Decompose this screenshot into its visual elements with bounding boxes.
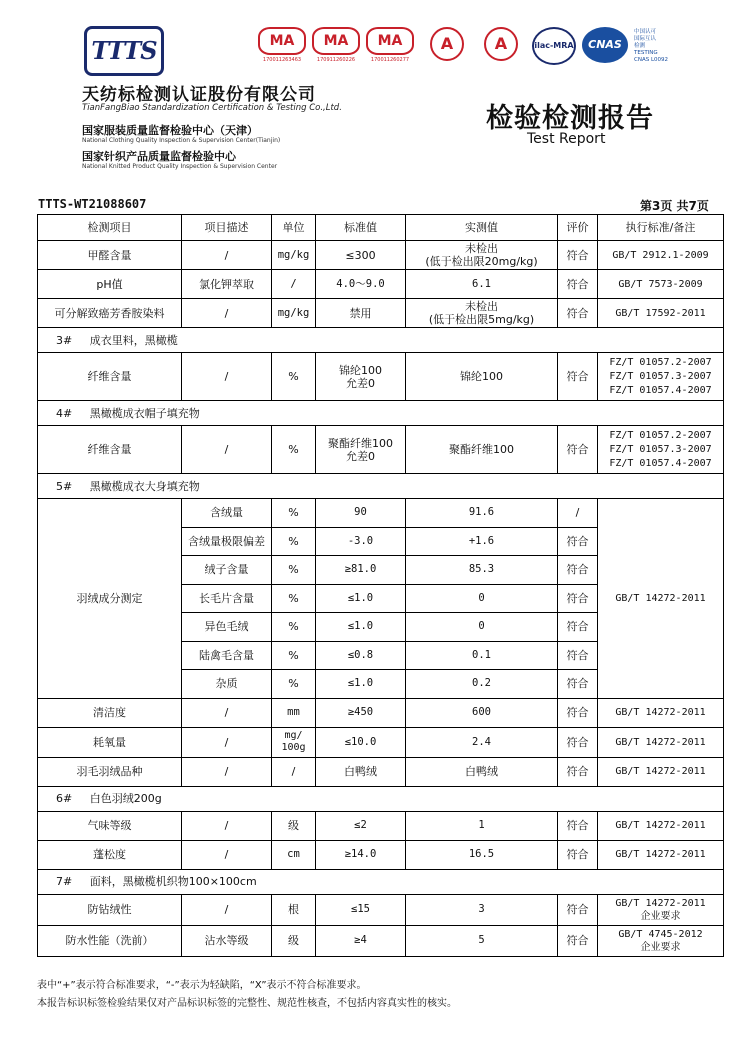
cma-seal-3-number: 170011260277: [370, 57, 410, 63]
item-cell: 纤维含量: [38, 426, 182, 474]
unit-cell: %: [272, 353, 316, 401]
ref-cell: GB/T 7573-2009: [598, 270, 724, 299]
unit-cell: mm: [272, 698, 316, 727]
eval-cell: 符合: [558, 299, 598, 328]
ttts-logo: TTTS: [84, 26, 164, 76]
ref-cell: GB/T 14272-2011 企业要求: [598, 894, 724, 925]
unit-cell: %: [272, 613, 316, 642]
unit-cell: %: [272, 426, 316, 474]
cal-seal-1: [422, 27, 470, 73]
cnas-icon: CNAS: [582, 27, 628, 63]
section-title: 5# 黑橄榄成衣大身填充物: [38, 474, 724, 499]
std-cell: -3.0: [316, 527, 406, 556]
result-cell: 5: [406, 925, 558, 956]
result-cell: 0.1: [406, 641, 558, 670]
desc-cell: /: [182, 811, 272, 840]
result-cell: 未检出 (低于检出限20mg/kg): [406, 241, 558, 270]
table-row: [38, 299, 724, 328]
desc-cell: 含绒量: [182, 499, 272, 528]
result-cell: 1: [406, 811, 558, 840]
eval-cell: 符合: [558, 670, 598, 699]
item-cell: 耗氧量: [38, 727, 182, 757]
section-row: [38, 328, 724, 353]
cma-seal-3-mark: MA: [366, 27, 414, 55]
unit-cell: 级: [272, 811, 316, 840]
table-row: [38, 499, 724, 528]
result-cell: 600: [406, 698, 558, 727]
footnote-disclaimer: 本报告标识标签检验结果仅对产品标识标签的完整性、规范性核查，不包括内容真实性的核实。: [37, 998, 457, 1009]
std-cell: ≥14.0: [316, 840, 406, 869]
item-cell: 羽毛羽绒品种: [38, 757, 182, 786]
desc-cell: 沾水等级: [182, 925, 272, 956]
table-row: [38, 727, 724, 757]
result-cell: 未检出 (低于检出限5mg/kg): [406, 299, 558, 328]
result-cell: 0: [406, 584, 558, 613]
ref-cell: FZ/T 01057.2-2007 FZ/T 01057.3-2007 FZ/T 01057.4-2007: [598, 426, 724, 474]
item-cell: 气味等级: [38, 811, 182, 840]
cnas-caption-line: CNAS L0092: [634, 57, 669, 63]
unit-cell: %: [272, 499, 316, 528]
eval-cell: 符合: [558, 426, 598, 474]
std-cell: ≤1.0: [316, 670, 406, 699]
cal-seal-2: [476, 27, 524, 73]
unit-cell: mg/kg: [272, 241, 316, 270]
section-row: [38, 786, 724, 811]
std-cell: ≥450: [316, 698, 406, 727]
unit-cell: %: [272, 527, 316, 556]
ilac-mra-icon: ilac-MRA: [532, 27, 576, 65]
ref-cell: GB/T 17592-2011: [598, 299, 724, 328]
result-cell: 聚酯纤维100: [406, 426, 558, 474]
ref-cell: GB/T 14272-2011: [598, 840, 724, 869]
desc-cell: /: [182, 727, 272, 757]
desc-cell: 杂质: [182, 670, 272, 699]
desc-cell: 长毛片含量: [182, 584, 272, 613]
desc-cell: 异色毛绒: [182, 613, 272, 642]
item-cell: 防钻绒性: [38, 894, 182, 925]
ref-cell: FZ/T 01057.2-2007 FZ/T 01057.3-2007 FZ/T 01057.4-2007: [598, 353, 724, 401]
std-cell: ≤2: [316, 811, 406, 840]
item-cell: 羽绒成分测定: [38, 499, 182, 699]
result-cell: 锦纶100: [406, 353, 558, 401]
eval-cell: 符合: [558, 270, 598, 299]
std-cell: ≤15: [316, 894, 406, 925]
cma-seal-1-mark: MA: [258, 27, 306, 55]
eval-cell: /: [558, 499, 598, 528]
org-name-cn: 天纺标检测认证股份有限公司: [82, 85, 316, 105]
table-row: [38, 353, 724, 401]
eval-cell: 符合: [558, 527, 598, 556]
unit-cell: 级: [272, 925, 316, 956]
eval-cell: 符合: [558, 613, 598, 642]
ref-cell: GB/T 14272-2011: [598, 698, 724, 727]
std-cell: ≤10.0: [316, 727, 406, 757]
report-title-cn: 检验检测报告: [486, 103, 654, 134]
desc-cell: /: [182, 757, 272, 786]
table-header-row: [38, 215, 724, 241]
unit-cell: cm: [272, 840, 316, 869]
report-title-en: Test Report: [527, 131, 606, 147]
table-row: [38, 894, 724, 925]
ref-cell: GB/T 14272-2011: [598, 727, 724, 757]
section-title: 7# 面料，黑橄榄机织物100×100cm: [38, 869, 724, 894]
cma-seal-2: [312, 27, 360, 73]
std-cell: 锦纶100 允差0: [316, 353, 406, 401]
item-cell: 可分解致癌芳香胺染料: [38, 299, 182, 328]
result-cell: 2.4: [406, 727, 558, 757]
desc-cell: /: [182, 698, 272, 727]
table-row: [38, 241, 724, 270]
std-cell: ≤1.0: [316, 584, 406, 613]
page-indicator: 第3页 共7页: [640, 199, 709, 213]
header-cell: 单位: [272, 215, 316, 241]
item-cell: 防水性能（洗前）: [38, 925, 182, 956]
desc-cell: 含绒量极限偏差: [182, 527, 272, 556]
result-cell: 白鸭绒: [406, 757, 558, 786]
desc-cell: /: [182, 241, 272, 270]
section-row: [38, 869, 724, 894]
header-cell: 评价: [558, 215, 598, 241]
item-cell: 甲醛含量: [38, 241, 182, 270]
table-row: [38, 426, 724, 474]
cal-seal-2-icon: A: [484, 27, 518, 61]
std-cell: 聚酯纤维100 允差0: [316, 426, 406, 474]
std-cell: 禁用: [316, 299, 406, 328]
ref-cell: GB/T 14272-2011: [598, 757, 724, 786]
center1-name-cn: 国家服装质量监督检验中心（天津）: [82, 124, 258, 137]
unit-cell: %: [272, 556, 316, 585]
report-number: TTTS-WT21088607: [38, 197, 147, 211]
cma-seal-2-number: 170911260226: [316, 57, 356, 63]
cnas-logo: [582, 27, 630, 73]
table-row: [38, 698, 724, 727]
desc-cell: /: [182, 894, 272, 925]
center1-name-en: National Clothing Quality Inspection & Supervision Center(Tianjin): [82, 137, 281, 144]
cnas-caption-line: 检测: [634, 43, 646, 49]
table-row: [38, 270, 724, 299]
item-cell: 纤维含量: [38, 353, 182, 401]
section-title: 4# 黑橄榄成衣帽子填充物: [38, 401, 724, 426]
cnas-caption-line: 中国认可: [634, 29, 657, 35]
result-cell: 6.1: [406, 270, 558, 299]
header-cell: 项目描述: [182, 215, 272, 241]
eval-cell: 符合: [558, 811, 598, 840]
result-cell: 16.5: [406, 840, 558, 869]
desc-cell: /: [182, 299, 272, 328]
result-cell: 0.2: [406, 670, 558, 699]
table-row: [38, 840, 724, 869]
header-cell: 实测值: [406, 215, 558, 241]
section-title: 3# 成衣里料，黑橄榄: [38, 328, 724, 353]
ref-cell: GB/T 14272-2011: [598, 811, 724, 840]
eval-cell: 符合: [558, 698, 598, 727]
cma-seal-1-number: 170011263463: [262, 57, 302, 63]
eval-cell: 符合: [558, 353, 598, 401]
ref-cell: GB/T 14272-2011: [598, 499, 724, 699]
eval-cell: 符合: [558, 840, 598, 869]
desc-cell: /: [182, 353, 272, 401]
desc-cell: /: [182, 840, 272, 869]
cal-seal-1-icon: A: [430, 27, 464, 61]
footnote-legend: 表中“+”表示符合标准要求，“-”表示为轻缺陷，“X”表示不符合标准要求。: [37, 980, 367, 991]
eval-cell: 符合: [558, 584, 598, 613]
cnas-caption: [634, 29, 674, 75]
desc-cell: 陆禽毛含量: [182, 641, 272, 670]
section-title: 6# 白色羽绒200g: [38, 786, 724, 811]
eval-cell: 符合: [558, 757, 598, 786]
cma-seal-2-mark: MA: [312, 27, 360, 55]
std-cell: ≤0.8: [316, 641, 406, 670]
desc-cell: 氯化钾萃取: [182, 270, 272, 299]
results-table: [37, 214, 724, 957]
table-row: [38, 811, 724, 840]
center2-name-cn: 国家针织产品质量监督检验中心: [82, 150, 236, 163]
section-row: [38, 401, 724, 426]
result-cell: 0: [406, 613, 558, 642]
std-cell: ≤1.0: [316, 613, 406, 642]
unit-cell: mg/kg: [272, 299, 316, 328]
org-name-en: TianFangBiao Standardization Certification & Testing Co.,Ltd.: [82, 103, 342, 113]
table-row: [38, 925, 724, 956]
result-cell: 3: [406, 894, 558, 925]
desc-cell: /: [182, 426, 272, 474]
center2-name-en: National Knitted Product Quality Inspection & Supervision Center: [82, 163, 278, 170]
unit-cell: mg/ 100g: [272, 727, 316, 757]
eval-cell: 符合: [558, 241, 598, 270]
cnas-caption-line: TESTING: [634, 50, 658, 56]
item-cell: 蓬松度: [38, 840, 182, 869]
result-cell: 85.3: [406, 556, 558, 585]
header-cell: 执行标准/备注: [598, 215, 724, 241]
cma-seal-3: [366, 27, 414, 73]
result-cell: 91.6: [406, 499, 558, 528]
eval-cell: 符合: [558, 641, 598, 670]
std-cell: 90: [316, 499, 406, 528]
std-cell: ≥4: [316, 925, 406, 956]
unit-cell: /: [272, 757, 316, 786]
unit-cell: %: [272, 641, 316, 670]
unit-cell: /: [272, 270, 316, 299]
result-cell: +1.6: [406, 527, 558, 556]
item-cell: pH值: [38, 270, 182, 299]
ilac-mra-logo: [532, 27, 580, 73]
item-cell: 清洁度: [38, 698, 182, 727]
std-cell: 4.0～9.0: [316, 270, 406, 299]
ref-cell: GB/T 2912.1-2009: [598, 241, 724, 270]
std-cell: ≥81.0: [316, 556, 406, 585]
std-cell: 白鸭绒: [316, 757, 406, 786]
cnas-caption-line: 国际互认: [634, 36, 657, 42]
unit-cell: 根: [272, 894, 316, 925]
desc-cell: 绒子含量: [182, 556, 272, 585]
section-row: [38, 474, 724, 499]
unit-cell: %: [272, 584, 316, 613]
eval-cell: 符合: [558, 727, 598, 757]
cma-seal-1: [258, 27, 306, 73]
std-cell: ≤300: [316, 241, 406, 270]
header-cell: 标准值: [316, 215, 406, 241]
eval-cell: 符合: [558, 894, 598, 925]
eval-cell: 符合: [558, 556, 598, 585]
header-cell: 检测项目: [38, 215, 182, 241]
unit-cell: %: [272, 670, 316, 699]
ref-cell: GB/T 4745-2012 企业要求: [598, 925, 724, 956]
eval-cell: 符合: [558, 925, 598, 956]
table-row: [38, 757, 724, 786]
